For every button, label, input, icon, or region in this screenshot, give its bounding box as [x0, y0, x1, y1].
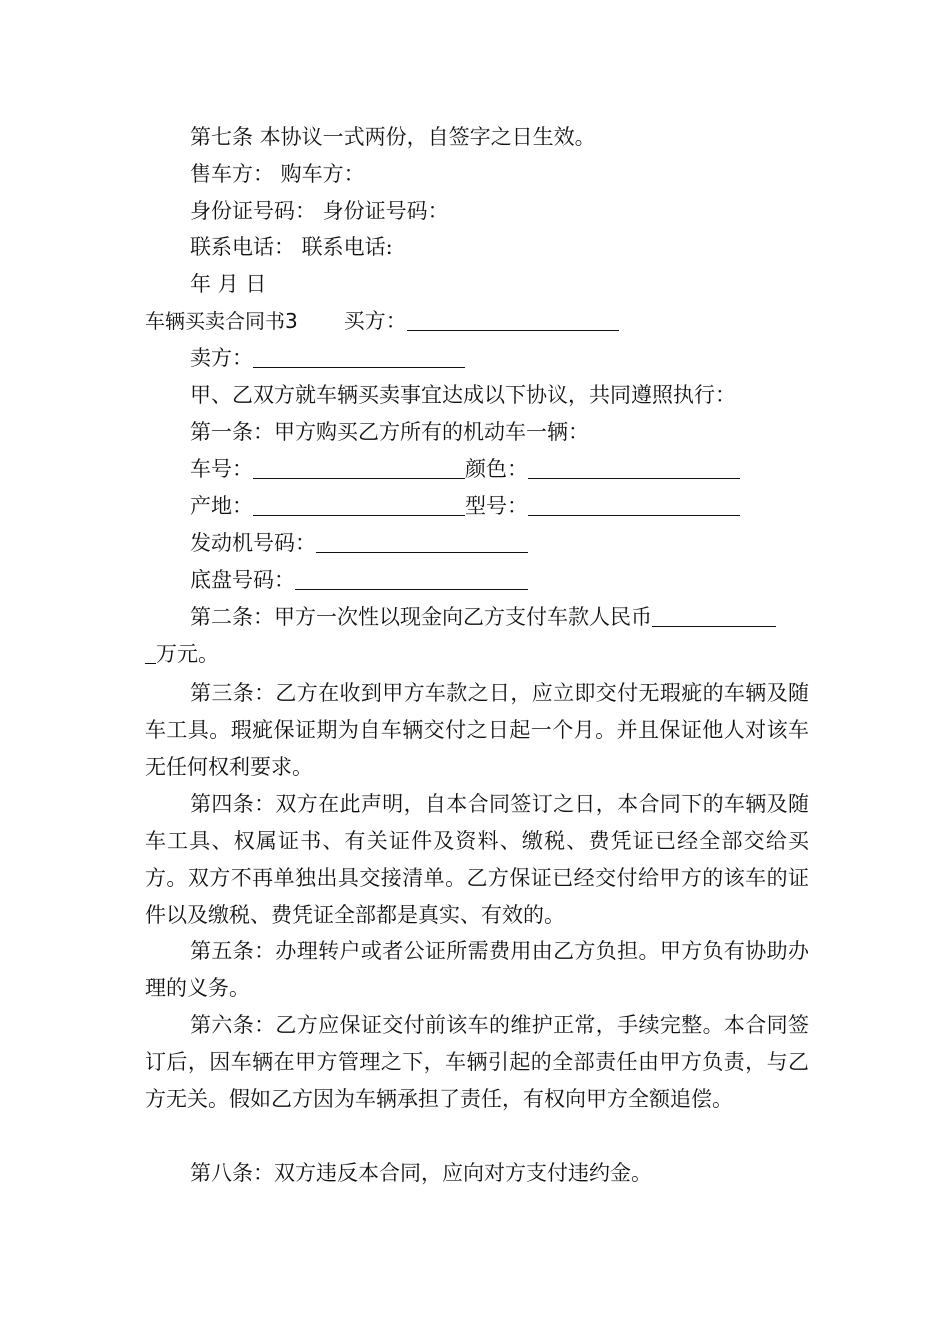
buyer-label: 买方：	[343, 309, 407, 333]
model-blank	[528, 514, 740, 516]
article-8: 第八条：双方违反本合同，应向对方支付违约金。	[190, 1161, 652, 1185]
intro: 甲、乙双方就车辆买卖事宜达成以下协议，共同遵照执行：	[190, 383, 736, 407]
color-blank	[528, 477, 740, 479]
engine-blank	[316, 551, 528, 553]
chassis-blank	[295, 588, 528, 590]
contract-title: 车辆买卖合同书3	[145, 309, 298, 333]
article-6: 第六条：乙方应保证交付前该车的维护正常，手续完整。本合同签订后，因车辆在甲方管理之下，车辆引起的全部责任由甲方负责，与乙方无关。假如乙方因为车辆承担了责任，有权向甲方全额追偿。	[145, 1013, 809, 1111]
article-2-line2	[145, 636, 815, 672]
article-2-line1	[190, 599, 820, 635]
signature-parties: 售车方： 购车方：	[190, 162, 365, 186]
signature-phones: 联系电话： 联系电话:	[190, 235, 393, 259]
plate-blank	[253, 477, 465, 479]
engine-label: 发动机号码：	[190, 531, 316, 555]
buyer-blank	[407, 329, 619, 331]
article-4: 第四条：双方在此声明，自本合同签订之日，本合同下的车辆及随车工具、权属证书、有关证件及资料、缴税、费凭证已经全部交给买方。双方不再单独出具交接清单。乙方保证已经交付给甲方的该车的证件以及缴税、费凭证全部都是真实、有效的。	[145, 792, 809, 927]
origin-model-row	[190, 488, 820, 524]
model-label: 型号：	[465, 494, 528, 518]
origin-label: 产地：	[190, 494, 253, 518]
article-1: 第一条：甲方购买乙方所有的机动车一辆：	[190, 420, 589, 444]
signature-id-numbers: 身份证号码： 身份证号码：	[190, 199, 449, 223]
engine-row	[190, 525, 820, 561]
chassis-row	[190, 562, 820, 598]
signature-date: 年 月 日	[190, 272, 267, 296]
article-2-text: 第二条：甲方一次性以现金向乙方支付车款人民币	[190, 605, 652, 629]
seller-row	[190, 340, 820, 376]
color-label: 颜色：	[465, 457, 528, 481]
article-3: 第三条：乙方在收到甲方车款之日，应立即交付无瑕疵的车辆及随车工具。瑕疵保证期为自车辆交付之日起一个月。并且保证他人对该车无任何权利要求。	[145, 681, 809, 779]
plate-label: 车号：	[190, 457, 253, 481]
article-5: 第五条：办理转户或者公证所需费用由乙方负担。甲方负有协助办理的义务。	[145, 939, 809, 1000]
seller-label: 卖方：	[190, 346, 253, 370]
origin-blank	[253, 514, 465, 516]
amount-blank-tail	[145, 662, 156, 664]
article-2-unit: 万元。	[156, 642, 219, 666]
article-7: 第七条 本协议一式两份，自签字之日生效。	[190, 125, 596, 149]
seller-blank	[253, 366, 465, 368]
amount-blank	[652, 625, 776, 627]
contract-title-row	[145, 303, 815, 339]
plate-color-row	[190, 451, 820, 487]
chassis-label: 底盘号码：	[190, 568, 295, 592]
